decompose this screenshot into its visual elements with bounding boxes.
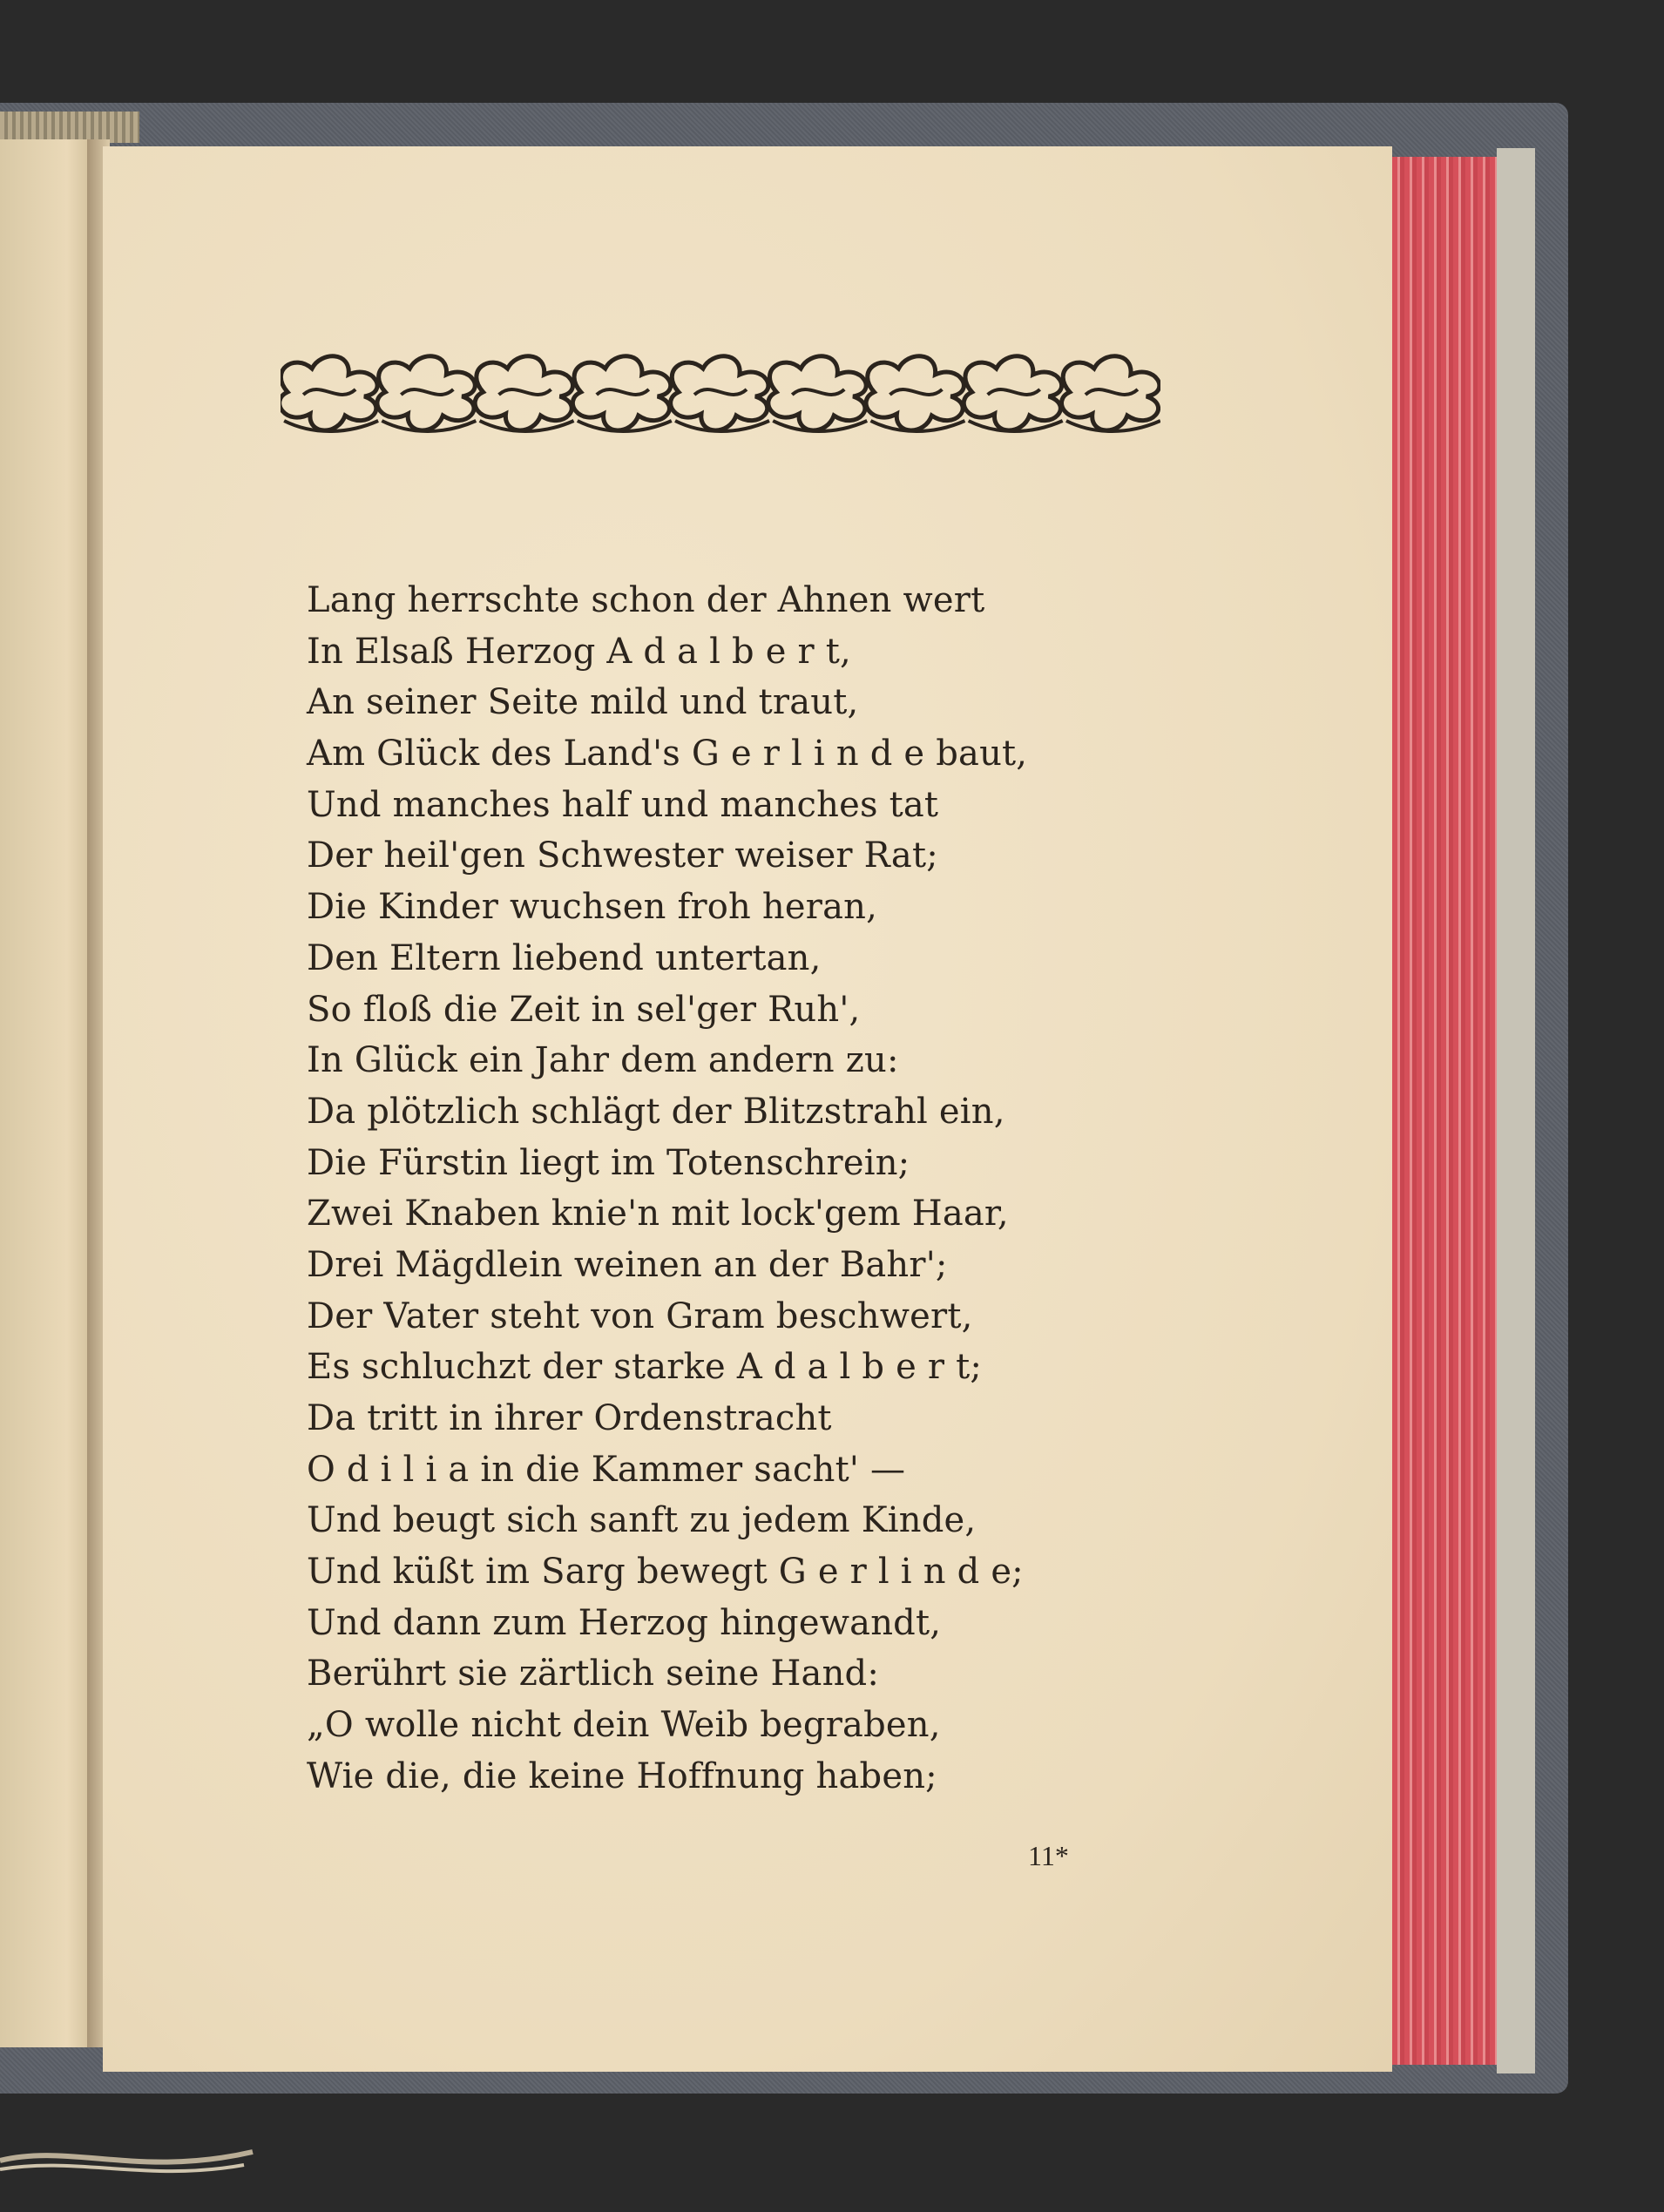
poem-line: So floß die Zeit in sel'ger Ruh', <box>307 989 861 1030</box>
trefoil-motif <box>1062 356 1160 431</box>
poem-line: Der Vater steht von Gram beschwert, <box>307 1295 973 1336</box>
trefoil-motif <box>768 356 867 431</box>
poem-line: Am Glück des Land's G e r l i n d e baut, <box>307 734 1028 775</box>
bookmark-ribbon <box>0 2134 261 2187</box>
poem-line: Drei Mägdlein weinen an der Bahr'; <box>307 1244 948 1285</box>
poem-line: Und dann zum Herzog hingewandt, <box>307 1602 942 1643</box>
trefoil-motif <box>572 356 671 431</box>
trefoil-motif <box>475 356 573 431</box>
poem-line: „O wolle nicht dein Weib begraben, <box>307 1705 941 1746</box>
poem-line: Wie die, die keine Hoffnung haben; <box>307 1755 937 1796</box>
cover-board-edge <box>1497 148 1535 2073</box>
trefoil-motif <box>281 356 378 431</box>
poem-line: Berührt sie zärtlich seine Hand: <box>307 1654 880 1695</box>
poem-line: Und manches half und manches tat <box>307 784 939 825</box>
trefoil-ornament-border <box>281 344 1160 440</box>
poem-line: An seiner Seite mild und traut, <box>307 682 859 723</box>
poem-line: Und beugt sich sanft zu jedem Kinde, <box>307 1500 977 1541</box>
poem-line: Und küßt im Sarg bewegt G e r l i n d e; <box>307 1552 1024 1593</box>
poem-line: Zwei Knaben knie'n mit lock'gem Haar, <box>307 1194 1009 1235</box>
poem-text <box>307 575 1178 1803</box>
trefoil-motif <box>671 356 769 431</box>
page-number: 11* <box>1028 1840 1069 1871</box>
poem-line: In Elsaß Herzog A d a l b e r t, <box>307 631 851 672</box>
poem-line: Lang herrschte schon der Ahnen wert <box>307 580 985 620</box>
trefoil-motif <box>866 356 964 431</box>
poem-line: Der heil'gen Schwester weiser Rat; <box>307 835 938 876</box>
spine-tape <box>0 112 139 143</box>
poem-line: Den Eltern liebend untertan, <box>307 937 822 978</box>
red-page-edges <box>1392 157 1497 2065</box>
poem-line: O d i l i a in die Kammer sacht' — <box>307 1449 906 1490</box>
trefoil-motif <box>964 356 1062 431</box>
poem-line: Da tritt in ihrer Ordenstracht <box>307 1398 832 1438</box>
left-page-edge <box>0 139 96 2047</box>
poem-line: Die Kinder wuchsen froh heran, <box>307 887 878 928</box>
poem-line: Die Fürstin liegt im Totenschrein; <box>307 1142 910 1183</box>
poem-line: Es schluchzt der starke A d a l b e r t; <box>307 1347 983 1388</box>
poem-line: In Glück ein Jahr dem andern zu: <box>307 1040 899 1081</box>
poem-line: Da plötzlich schlägt der Blitzstrahl ein, <box>307 1091 1005 1132</box>
trefoil-motif <box>377 356 476 431</box>
